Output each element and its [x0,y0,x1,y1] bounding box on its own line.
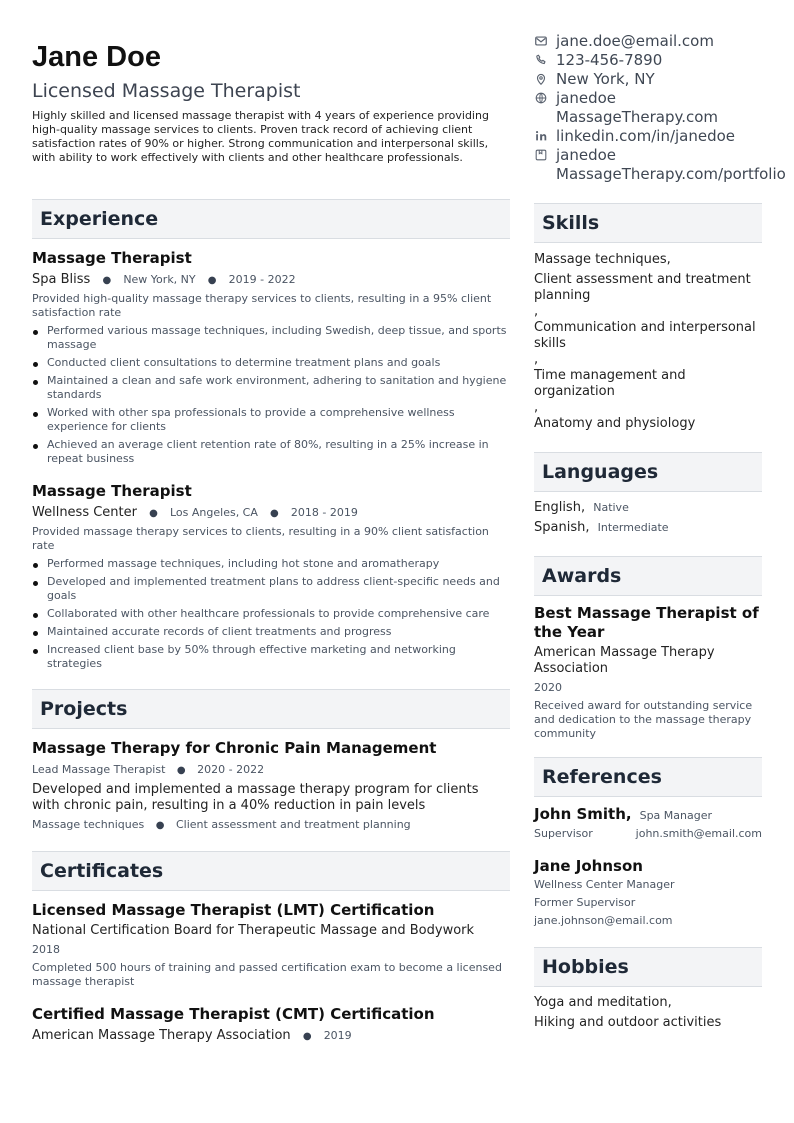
language-name: Spanish, [534,520,590,535]
certificate-issuer: American Massage Therapy Association [32,1028,291,1043]
experience-bullet: Performed various massage techniques, including Swedish, deep tissue, and sports massage [32,324,510,352]
candidate-name: Jane Doe [32,41,161,73]
reference-name: Jane Johnson [534,857,643,875]
experience-entry [32,482,510,671]
separator-dot: ● [207,275,217,286]
skill-item: Massage techniques, [534,252,671,267]
certificate-entry [32,1005,510,1045]
experience-bullet: Collaborated with other healthcare professionals to provide comprehensive care [32,607,510,621]
project-role: Lead Massage Therapist [32,763,166,776]
contact-email[interactable] [534,32,794,51]
contact-phone-text: 123-456-7890 [556,51,663,69]
certificate-year: 2018 [32,943,60,956]
experience-bullet: Increased client base by 50% through effective marketing and networking strategies [32,643,510,671]
reference-entry [534,805,762,843]
language-item [534,498,762,518]
skill-item: Client assessment and treatment planning [534,272,751,303]
project-description: Developed and implemented a massage therapy program for clients with chronic pain, resulting in a 40% reduction in pain levels [32,782,479,813]
separator-dot: ● [270,508,279,519]
experience-bullets [32,557,510,671]
project-entry [32,739,510,833]
skills-list [534,252,762,432]
languages-section [534,452,762,538]
reference-relationship: Former Supervisor [534,896,636,909]
reference-entry [534,857,762,930]
hobbies-section-header: Hobbies [534,947,762,987]
skills-section [534,203,762,432]
certificate-issuer: National Certification Board for Therapeutic Massage and Bodywork [32,923,475,938]
skill-item: Time management and organization [534,368,686,399]
phone-icon [534,53,548,67]
contact-linkedin-text: linkedin.com/in/janedoe [556,127,736,145]
globe-icon [534,91,548,105]
skill-item: Anatomy and physiology [534,416,696,431]
separator-dot: ● [176,765,186,776]
experience-bullet: Performed massage techniques, including hot stone and aromatherapy [32,557,510,571]
hobbies-list [534,993,762,1033]
project-tag: Massage techniques [32,818,145,831]
certificate-title: Licensed Massage Therapist (LMT) Certification [32,901,435,919]
project-meta [32,761,510,779]
project-tags [32,818,510,833]
language-level: Intermediate [597,521,669,534]
portfolio-icon [534,148,548,162]
experience-bullet: Maintained accurate records of client treatments and progress [32,625,510,639]
reference-email[interactable]: jane.johnson@email.com [534,914,673,927]
languages-list [534,498,762,538]
skills-section-header: Skills [534,203,762,243]
certificate-meta [32,1027,510,1045]
separator-dot: ● [302,1031,312,1042]
certificate-description: Completed 500 hours of training and passed certification exam to become a licensed massage therapist [32,961,502,988]
contact-location-text: New York, NY [556,70,655,88]
experience-meta [32,504,510,522]
project-tag: Client assessment and treatment planning [176,818,411,831]
reference-position: Spa Manager [639,809,713,822]
awards-section [534,556,762,741]
skill-separator: , [534,400,539,415]
experience-bullet: Worked with other spa professionals to provide a comprehensive wellness experience for clients [32,406,510,434]
contact-email-text: jane.doe@email.com [556,32,714,50]
main-column [32,40,510,1045]
experience-bullets [32,324,510,466]
awards-section-header: Awards [534,556,762,596]
location-icon [534,72,548,86]
award-year: 2020 [534,681,562,694]
experience-summary: Provided high-quality massage therapy services to clients, resulting in a 95% client satisfaction rate [32,292,492,319]
job-dates: 2018 - 2019 [290,506,358,519]
certificate-entry [32,901,510,989]
contact-portfolio[interactable] [534,146,794,184]
contact-location [534,70,794,89]
experience-title: Massage Therapist [32,482,192,500]
contact-linkedin[interactable] [534,127,794,146]
language-name: English, [534,500,586,515]
separator-dot: ● [102,275,112,286]
certificate-title: Certified Massage Therapist (CMT) Certification [32,1005,435,1023]
experience-bullet: Maintained a clean and safe work environment, adhering to sanitation and hygiene standards [32,374,510,402]
hobbies-section [534,947,762,1033]
linkedin-icon [534,129,548,143]
experience-section-header: Experience [32,199,510,239]
skill-item: Communication and interpersonal skills [534,320,756,351]
experience-title: Massage Therapist [32,249,192,267]
experience-entry [32,249,510,466]
separator-dot: ● [149,508,158,519]
company-name: Spa Bliss [32,272,91,287]
reference-details [534,825,762,843]
reference-relationship: Supervisor [534,827,593,840]
certificates-section-header: Certificates [32,851,510,891]
reference-email[interactable]: john.smith@email.com [635,827,762,840]
contact-portfolio-text: janedoe MassageTherapy.com/portfolio [556,146,786,183]
job-title: Licensed Massage Therapist [32,80,301,102]
job-dates: 2019 - 2022 [228,273,296,286]
contact-list [534,32,794,184]
certificate-year: 2019 [323,1029,352,1042]
email-icon [534,34,548,48]
award-description: Received award for outstanding service and dedication to the massage therapy community [534,699,753,740]
language-level: Native [593,501,629,514]
experience-summary: Provided massage therapy services to clients, resulting in a 90% client satisfaction rate [32,525,489,552]
job-location: New York, NY [123,273,196,286]
award-title: Best Massage Therapist of the Year [534,604,759,641]
contact-phone[interactable] [534,51,794,70]
profile-summary: Highly skilled and licensed massage therapist with 4 years of experience providing high-quality massage services to clients. Proven track record of achieving client satisfaction rates of 90% or higher. Strong communication and interpersonal skills, with ability to work effectively with clients and other healthcare professionals. [32,109,489,164]
company-name: Wellness Center [32,505,137,520]
award-issuer: American Massage Therapy Association [534,645,715,676]
experience-bullet: Achieved an average client retention rate of 80%, resulting in a 25% increase in repeat business [32,438,510,466]
hobby-item: Yoga and meditation, [534,995,672,1010]
sidebar-column [534,32,794,1033]
project-dates: 2020 - 2022 [197,763,265,776]
projects-section-header: Projects [32,689,510,729]
experience-meta [32,271,510,289]
reference-position: Wellness Center Manager [534,878,675,891]
reference-name: John Smith, [534,805,632,823]
references-section-header: References [534,757,762,797]
award-entry [534,604,762,741]
languages-section-header: Languages [534,452,762,492]
separator-dot: ● [155,820,165,831]
hobby-item: Hiking and outdoor activities [534,1015,722,1030]
contact-website-text: janedoe MassageTherapy.com [556,89,719,126]
skill-separator: , [534,304,539,319]
experience-bullet: Developed and implemented treatment plans to address client-specific needs and goals [32,575,510,603]
job-location: Los Angeles, CA [170,506,258,519]
reference-headline [534,805,762,825]
references-section [534,757,762,930]
contact-website[interactable] [534,89,794,127]
experience-bullet: Conducted client consultations to determine treatment plans and goals [32,356,510,370]
project-title: Massage Therapy for Chronic Pain Management [32,739,437,757]
language-item [534,518,762,538]
skill-separator: , [534,352,539,367]
